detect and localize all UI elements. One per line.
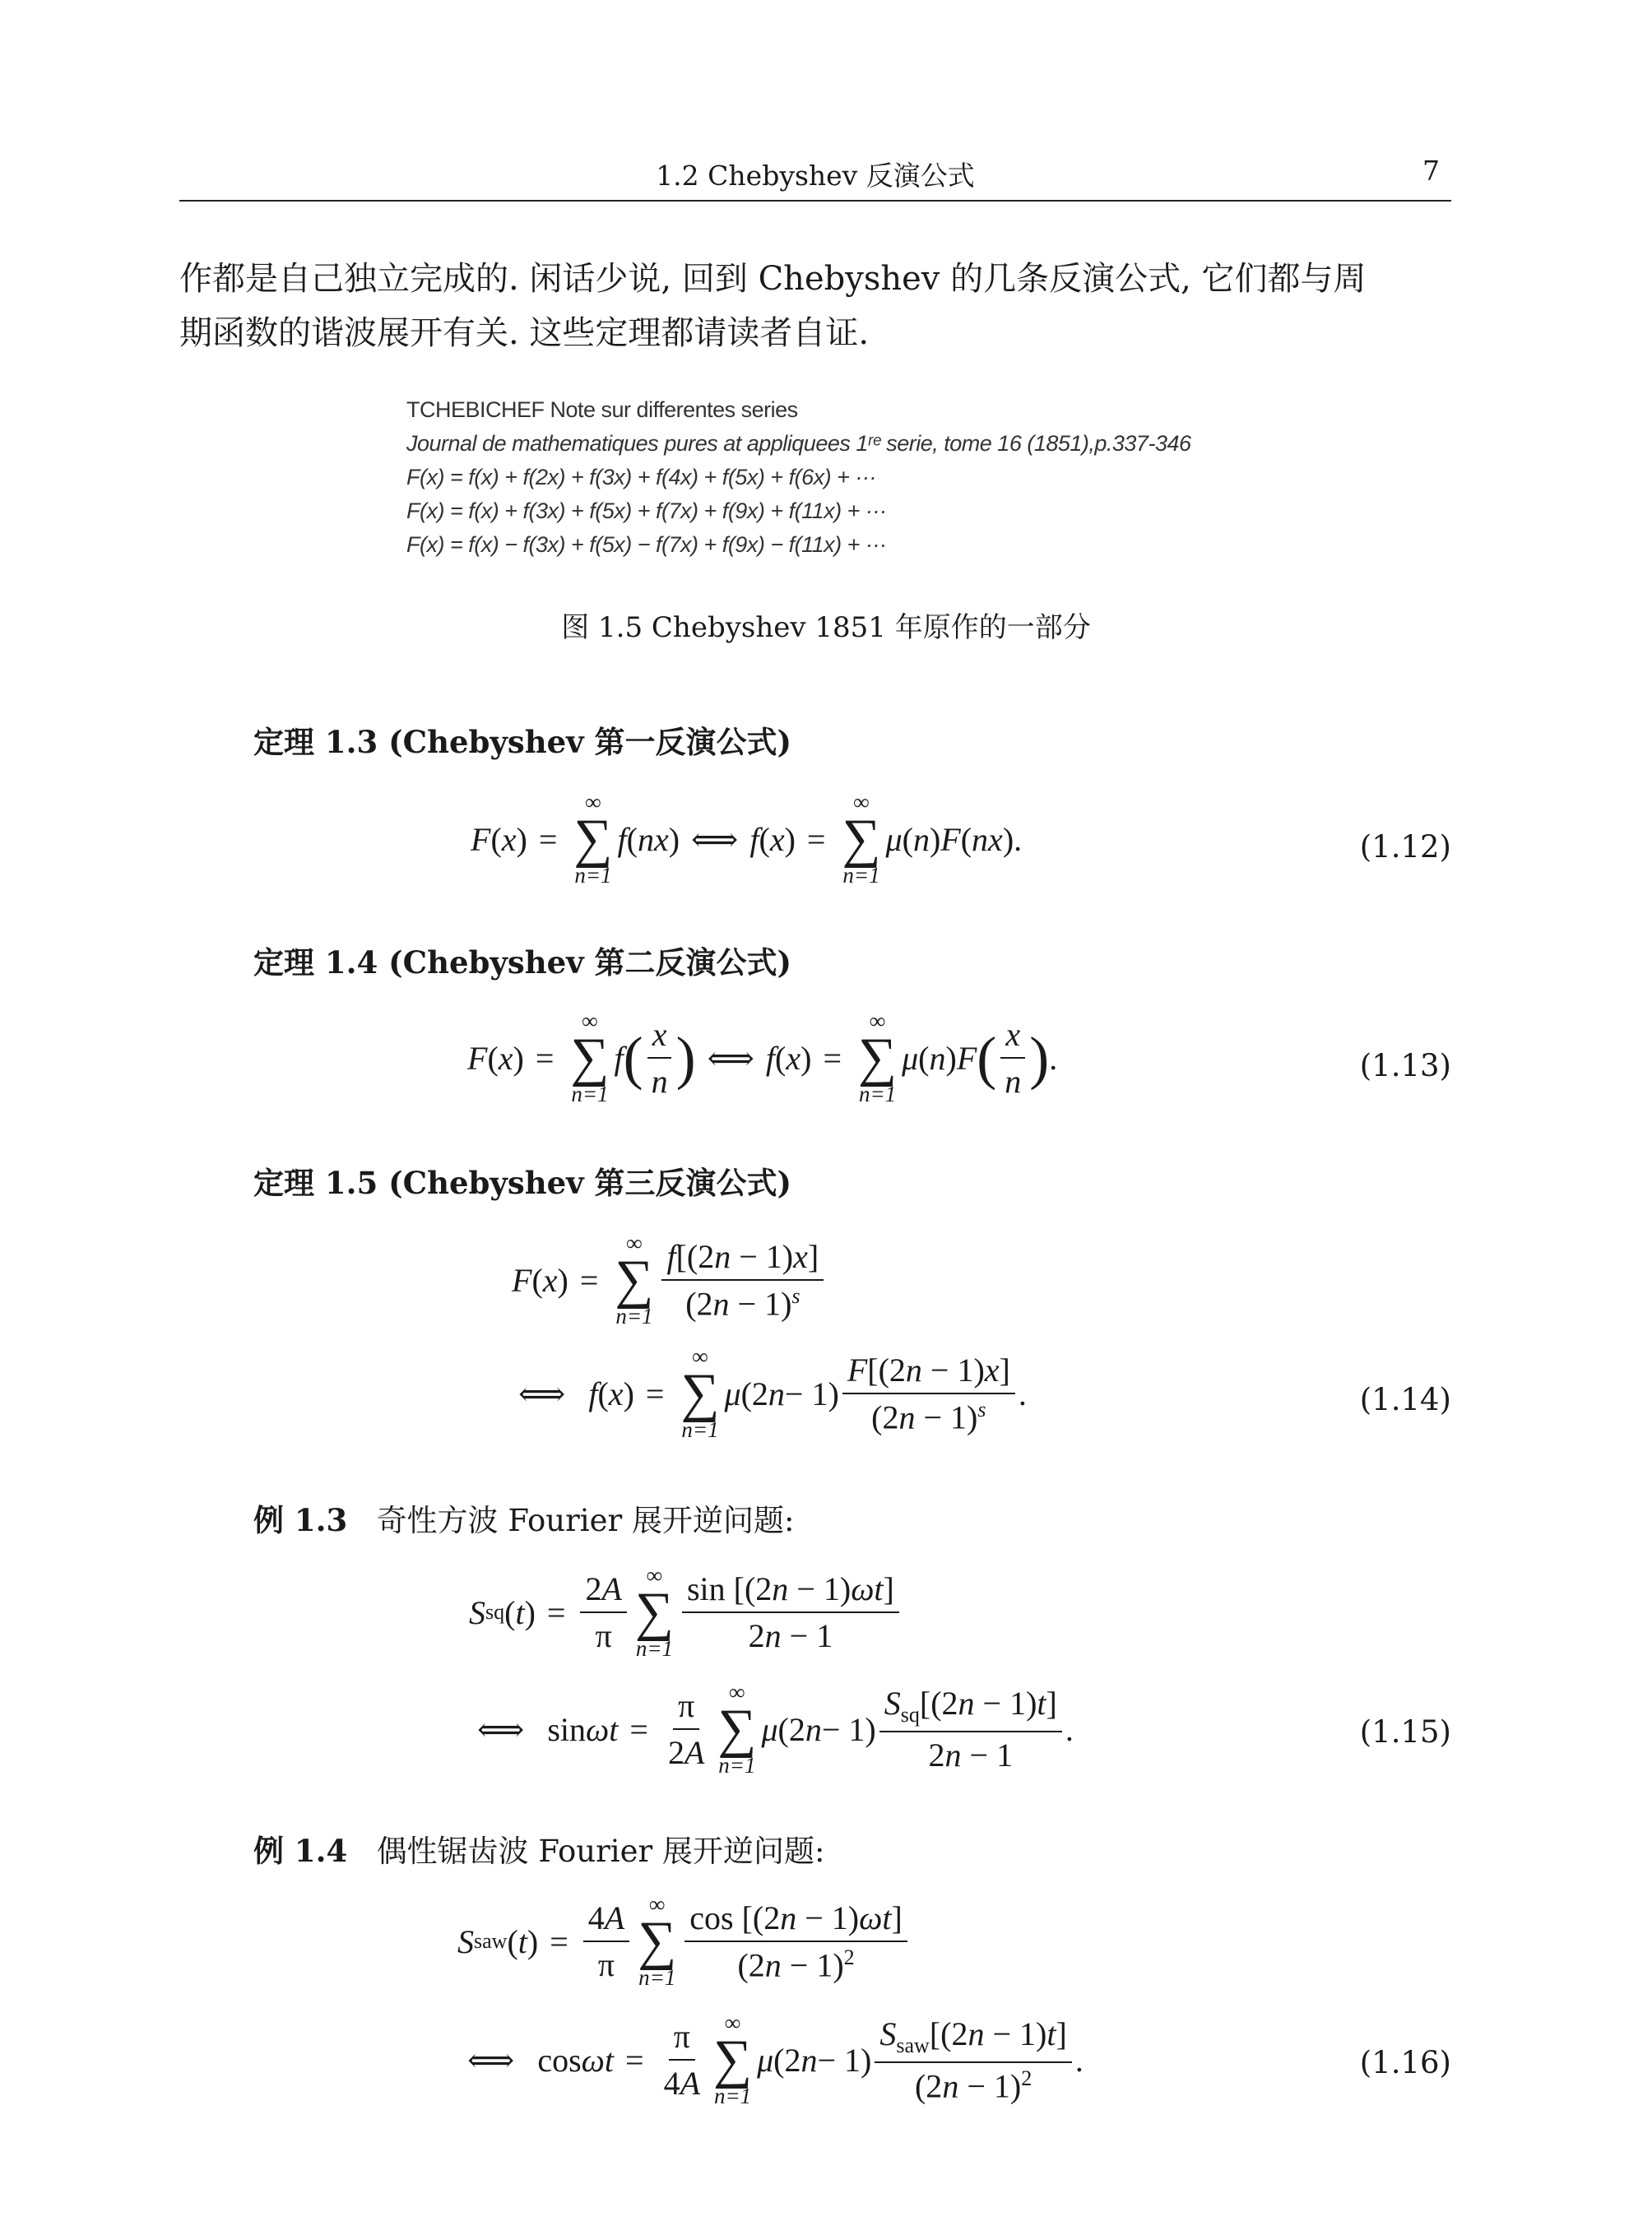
header-rule <box>179 200 1451 202</box>
equation-number: (1.16) <box>1359 2045 1451 2080</box>
example-label: 例 1.3 <box>253 1502 348 1538</box>
equation-number: (1.14) <box>1359 1382 1451 1417</box>
running-header <box>179 155 1451 199</box>
equation-number: (1.15) <box>1359 1714 1451 1750</box>
equation-number: (1.12) <box>1359 829 1451 865</box>
example-text: 奇性方波 Fourier 展开逆问题: <box>376 1503 795 1538</box>
equation-1-13 <box>411 1010 1451 1134</box>
formula: F ( x ) = ∞ ∑ n=1 f ( $\frac{x}{n}$ ) ⟺ f ( x ) = ∞ ∑ n=1 μ ( n ) F ( $\frac{x}{n}$ ) . <box>467 1009 1058 1106</box>
figure-line: Journal de mathematiques pures at appliquees 1ʳᵉ serie, tome 16 (1851),p.337-346 <box>406 431 1191 456</box>
figure-line: TCHEBICHEF Note sur differentes series <box>406 397 798 422</box>
header-title: 1.2 Chebyshev 反演公式 <box>656 160 975 192</box>
formula-line-1: S sq ( t ) = $\frac{2A}{\pi}$ ∞ ∑ n=1 $\frac{\sin [(2n - 1)\omega t]}{2n - 1}$ <box>469 1565 903 1660</box>
formula-line-2: ⟺ cos ωt = $\frac{\pi}{4A}$ ∞ ∑ n=1 μ (2 n − 1) $\frac{S_{saw}[(2n - 1)t]}{(2n - 1)^2}$ . <box>467 2010 1084 2108</box>
theorem-heading: 定理 1.3 (Chebyshev 第一反演公式) <box>253 724 792 760</box>
formula-line-2: ⟺ f ( x ) = ∞ ∑ n=1 μ (2 n − 1) $\frac{F[(2n - 1)x]}{(2n - 1)^s}$ . <box>518 1344 1027 1442</box>
equation-number: (1.13) <box>1359 1048 1451 1083</box>
example-text: 偶性锯齿波 Fourier 展开逆问题: <box>376 1834 825 1869</box>
example-heading <box>253 1495 794 1540</box>
figure-line: F(x) = f(x) − f(3x) + f(5x) − f(7x) + f(9x) − f(11x) + ··· <box>406 532 887 557</box>
page-number: 7 <box>1422 155 1440 187</box>
formula: F ( x ) = ∞ ∑ n=1 f ( nx ) ⟺ f ( x ) = ∞ ∑ n=1 μ ( n ) F ( nx ). <box>471 790 1023 888</box>
equation-1-12 <box>411 791 1451 907</box>
equation-1-16 <box>411 1894 1451 2140</box>
paragraph-line: 期函数的谐波展开有关. 这些定理都请读者自证. <box>179 314 870 352</box>
figure-image <box>406 393 1229 562</box>
formula-line-2: ⟺ sin ωt = $\frac{\pi}{2A}$ ∞ ∑ n=1 μ (2 n − 1) $\frac{S_{sq}[(2n - 1)t]}{2n - 1}$ . <box>477 1680 1074 1778</box>
example-heading <box>253 1826 824 1871</box>
example-label: 例 1.4 <box>253 1833 348 1869</box>
equation-1-14 <box>411 1232 1451 1463</box>
formula-line-1: F ( x ) = ∞ ∑ n=1 $\frac{f[(2n - 1)x]}{(2n - 1)^s}$ <box>512 1232 827 1328</box>
equation-1-15 <box>411 1565 1451 1803</box>
body-paragraph <box>179 252 1451 360</box>
theorem-heading: 定理 1.5 (Chebyshev 第三反演公式) <box>253 1165 792 1201</box>
figure-line: F(x) = f(x) + f(3x) + f(5x) + f(7x) + f(9x) + f(11x) + ··· <box>406 498 887 523</box>
formula-line-1: S saw ( t ) = $\frac{4A}{\pi}$ ∞ ∑ n=1 $\frac{\cos [(2n - 1)\omega t]}{(2n - 1)^2}$ <box>457 1894 911 1989</box>
theorem-heading: 定理 1.4 (Chebyshev 第二反演公式) <box>253 944 792 981</box>
figure-caption: 图 1.5 Chebyshev 1851 年原作的一部分 <box>561 611 1091 644</box>
paragraph-line: 作都是自己独立完成的. 闲话少说, 回到 Chebyshev 的几条反演公式, 它们都与周 <box>179 260 1367 298</box>
figure-line: F(x) = f(x) + f(2x) + f(3x) + f(4x) + f(5x) + f(6x) + ··· <box>406 465 876 489</box>
